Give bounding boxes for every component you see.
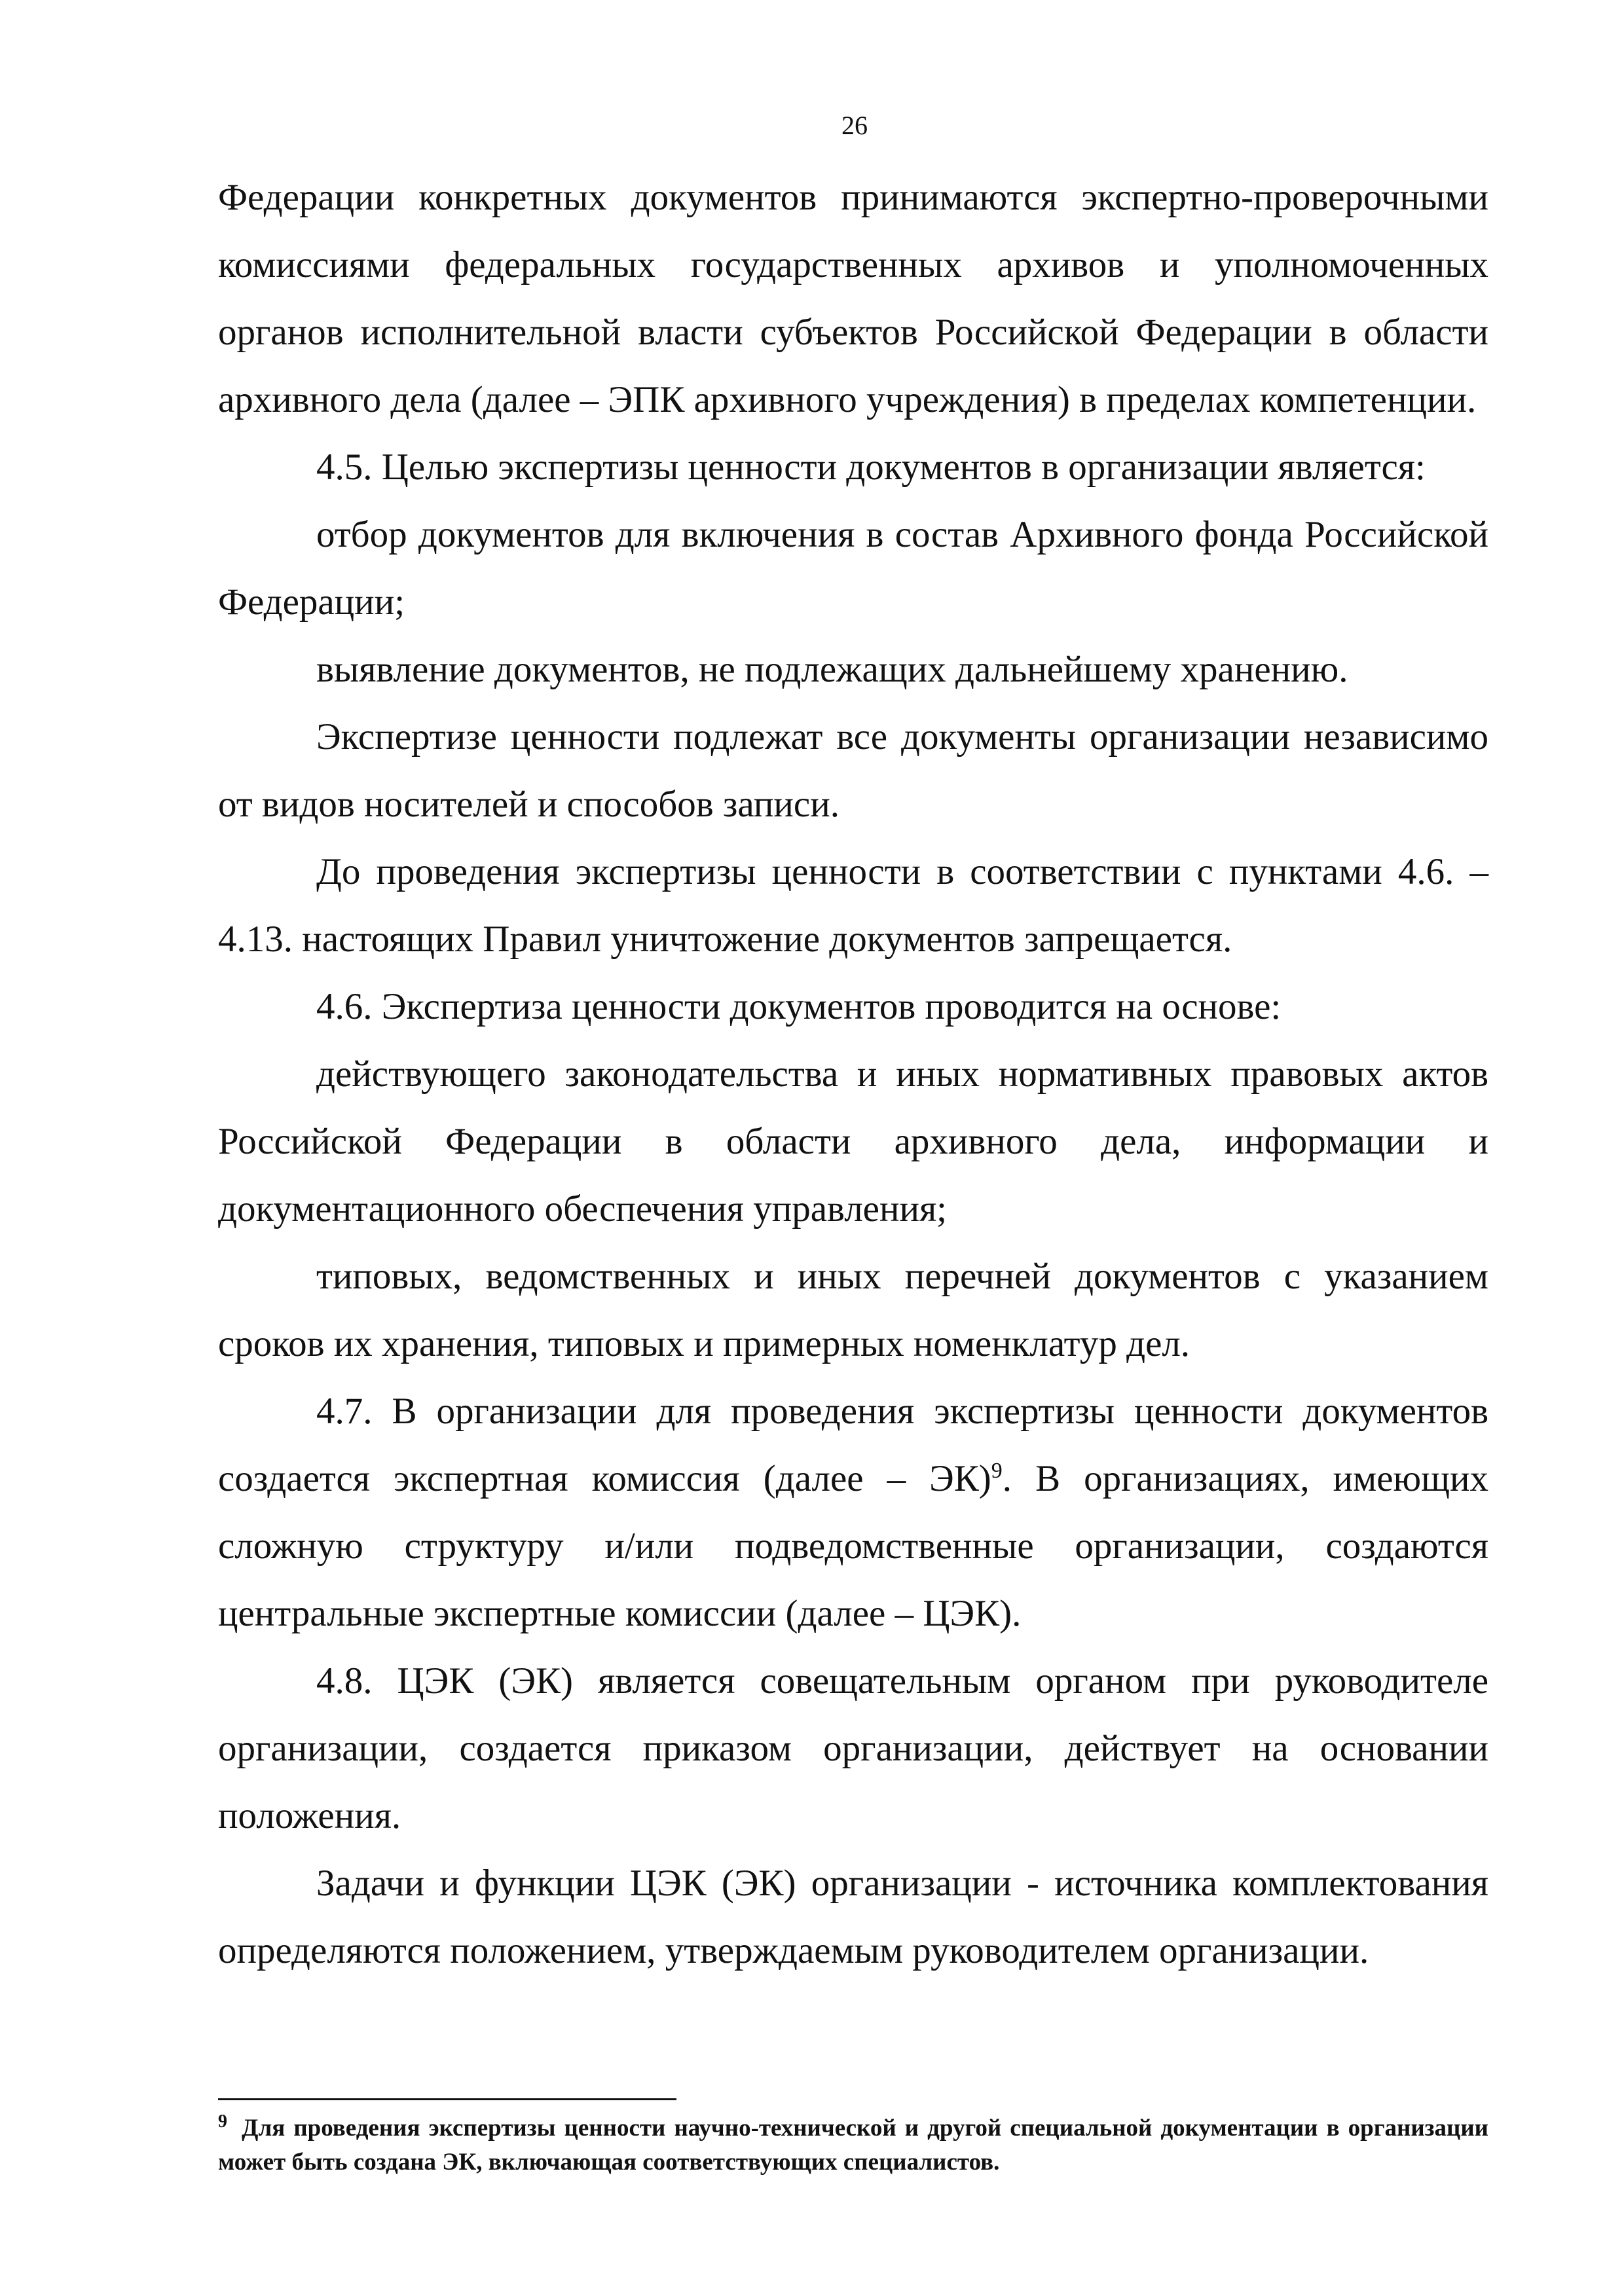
paragraph-lists: типовых, ведомственных и иных перечней документов с указанием сроков их хранения, типовых и примерных номенклатур дел. [218, 1256, 1488, 1364]
paragraph-selection: отбор документов для включения в состав Архивного фонда Российской Федерации; [218, 514, 1488, 623]
paragraph-continuation: Федерации конкретных документов принимаются экспертно-проверочными комиссиями федеральных государственных архивов и уполномоченных органов исполнительной власти субъектов Российской Федерации в области архивного дела (далее – ЭПК архивного учреждения) в пределах компетенции. [218, 177, 1488, 420]
paragraph-4-8: 4.8. ЦЭК (ЭК) является совещательным органом при руководителе организации, создается приказом организации, действует на основании положения. [218, 1660, 1488, 1836]
paragraph-4-7-part1: 4.7. В организации для проведения экспертизы ценности документов создается экспертная комиссия (далее – ЭК) [218, 1391, 1488, 1499]
paragraph-4-7-part2: . В организациях, имеющих сложную структуру и/или подведомственные организации, создаются центральные экспертные комиссии (далее – ЦЭК). [218, 1458, 1488, 1634]
paragraph-identification: выявление документов, не подлежащих дальнейшему хранению. [316, 649, 1348, 690]
paragraph-destruction-ban: До проведения экспертизы ценности в соответствии с пунктами 4.6. – 4.13. настоящих Правил уничтожение документов запрещается. [218, 851, 1488, 960]
page-number: 26 [841, 111, 868, 140]
paragraph-4-5: 4.5. Целью экспертизы ценности документов в организации является: [316, 446, 1426, 488]
paragraph-tasks: Задачи и функции ЦЭК (ЭК) организации - источника комплектования определяются положением, утверждаемым руководителем организации. [218, 1863, 1488, 1971]
paragraph-4-6: 4.6. Экспертиза ценности документов проводится на основе: [316, 986, 1282, 1027]
paragraph-4-7 [218, 1377, 1488, 1647]
footnote-text: Для проведения экспертизы ценности научно-технической и другой специальной документации в организации может быть создана ЭК, включающая соответствующих специалистов. [218, 2115, 1488, 2176]
paragraph-legislation: действующего законодательства и иных нормативных правовых актов Российской Федерации в области архивного дела, информации и документационного обеспечения управления; [218, 1053, 1488, 1230]
footnote-separator [218, 2098, 676, 2100]
footnote-reference: 9 [991, 1459, 1003, 1483]
footnote [218, 2111, 1488, 2179]
paragraph-expertise-scope: Экспертизе ценности подлежат все документы организации независимо от видов носителей и способов записи. [218, 716, 1488, 825]
body-text [218, 164, 1488, 1984]
footnote-mark: 9 [218, 2111, 227, 2132]
